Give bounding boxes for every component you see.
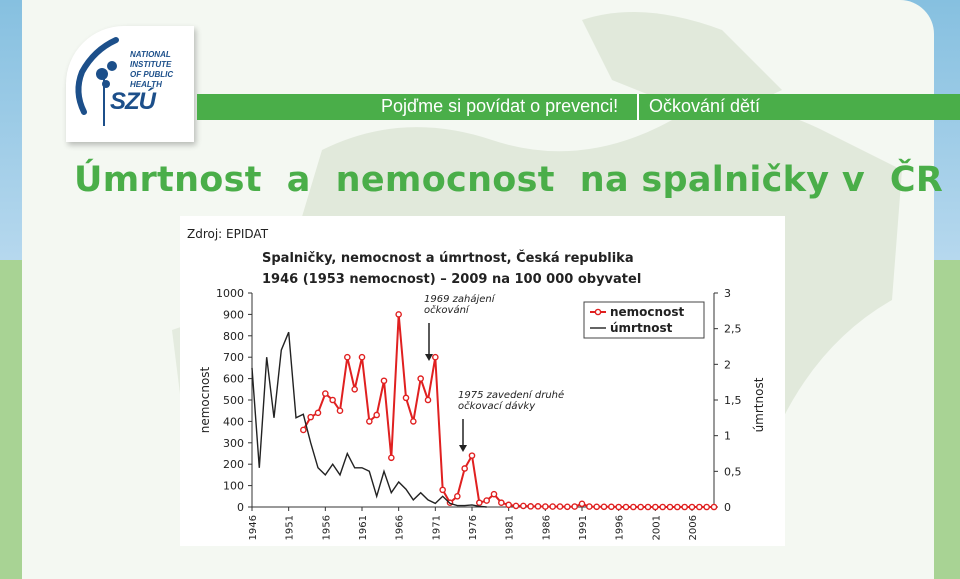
- data-point: [352, 387, 357, 392]
- data-point: [381, 378, 386, 383]
- data-point: [513, 503, 518, 508]
- y-tick-label: 400: [223, 415, 244, 429]
- topic-text: Očkování dětí: [649, 96, 761, 116]
- data-point: [469, 453, 474, 458]
- y2-tick-label: 1: [724, 429, 731, 443]
- y2-axis-label: úmrtnost: [752, 377, 766, 433]
- annotation-text: 1975 zavedení druhé: [458, 390, 565, 401]
- data-point: [631, 504, 636, 509]
- data-point: [565, 504, 570, 509]
- y-tick-label: 100: [223, 479, 244, 493]
- x-tick-label: 1986: [541, 515, 553, 541]
- legend-marker: [595, 309, 600, 314]
- x-tick-label: 1976: [468, 515, 479, 541]
- data-point: [462, 466, 467, 471]
- data-point: [572, 504, 577, 509]
- logo-line: INSTITUTE: [130, 60, 172, 69]
- data-point: [308, 415, 313, 420]
- annotation-text: očkovací dávky: [458, 401, 536, 412]
- y-tick-label: 900: [223, 308, 244, 322]
- annotation-text: 1969 zahájení: [424, 294, 495, 305]
- data-point: [601, 504, 606, 509]
- x-tick-label: 1956: [321, 515, 333, 541]
- x-tick-label: 2006: [688, 515, 699, 541]
- data-point: [484, 498, 489, 503]
- x-tick-label: 1951: [284, 515, 296, 541]
- y-tick-label: 200: [223, 458, 244, 472]
- data-point: [418, 376, 423, 381]
- data-point: [557, 504, 562, 509]
- legend-label: nemocnost: [610, 305, 685, 319]
- data-point: [455, 494, 460, 499]
- data-point: [477, 500, 482, 505]
- y2-tick-label: 3: [724, 287, 731, 300]
- y2-tick-label: 0,5: [724, 465, 742, 479]
- chart-title: Spalničky, nemocnost a úmrtnost, Česká republika: [262, 251, 634, 266]
- data-point: [403, 395, 408, 400]
- data-point: [433, 355, 438, 360]
- x-tick-label: 1996: [614, 515, 626, 541]
- data-point: [587, 504, 592, 509]
- data-point: [521, 503, 526, 508]
- data-point: [411, 419, 416, 424]
- x-tick-label: 1961: [358, 515, 369, 541]
- data-point: [396, 312, 401, 317]
- x-tick-label: 2001: [651, 515, 663, 541]
- slogan-text: Pojďme si povídat o prevenci!: [381, 96, 619, 116]
- chart-source: Zdroj: EPIDAT: [187, 227, 269, 241]
- y-tick-label: 600: [223, 372, 244, 386]
- y2-tick-label: 0: [724, 501, 731, 514]
- legend-label: úmrtnost: [610, 321, 673, 335]
- annotation-text: očkování: [424, 305, 469, 316]
- x-tick-label: 1981: [504, 515, 516, 541]
- logo-line: OF PUBLIC: [130, 70, 174, 79]
- data-point: [425, 397, 430, 402]
- data-point: [337, 408, 342, 413]
- data-point: [645, 504, 650, 509]
- x-tick-label: 1966: [394, 515, 406, 541]
- y-axis-label: nemocnost: [198, 366, 212, 434]
- logo-mark: SZÚ: [110, 88, 155, 115]
- data-point: [491, 492, 496, 497]
- data-point: [711, 504, 716, 509]
- data-point: [550, 504, 555, 509]
- data-point: [367, 419, 372, 424]
- data-point: [682, 504, 687, 509]
- y2-tick-label: 2,5: [724, 322, 742, 336]
- y2-tick-label: 2: [724, 358, 731, 372]
- y-tick-label: 0: [237, 501, 244, 514]
- y-tick-label: 800: [223, 329, 244, 343]
- data-point: [609, 504, 614, 509]
- data-point: [440, 487, 445, 492]
- data-point: [374, 412, 379, 417]
- data-point: [535, 504, 540, 509]
- data-point: [323, 391, 328, 396]
- data-point: [623, 504, 628, 509]
- data-point: [653, 504, 658, 509]
- data-point: [543, 504, 548, 509]
- logo-line: HEALTH: [130, 80, 162, 89]
- data-point: [697, 504, 702, 509]
- data-point: [389, 455, 394, 460]
- data-point: [667, 504, 672, 509]
- x-tick-label: 1991: [578, 515, 589, 541]
- x-tick-label: 1946: [248, 515, 259, 541]
- data-point: [528, 504, 533, 509]
- y-tick-label: 1000: [216, 287, 244, 300]
- data-point: [359, 355, 364, 360]
- slide-title: Úmrtnost a nemocnost na spalničky v ČR: [74, 160, 944, 200]
- y-tick-label: 300: [223, 436, 244, 450]
- data-point: [704, 504, 709, 509]
- data-point: [594, 504, 599, 509]
- logo-line: NATIONAL: [130, 50, 171, 59]
- data-point: [506, 502, 511, 507]
- data-point: [315, 410, 320, 415]
- data-point: [675, 504, 680, 509]
- data-point: [638, 504, 643, 509]
- data-point: [345, 355, 350, 360]
- y2-tick-label: 1,5: [724, 394, 742, 407]
- data-point: [689, 504, 694, 509]
- data-point: [616, 504, 621, 509]
- x-tick-label: 1971: [431, 515, 443, 541]
- data-point: [301, 427, 306, 432]
- y-tick-label: 700: [223, 351, 244, 365]
- data-point: [579, 501, 584, 506]
- data-point: [330, 397, 335, 402]
- data-point: [660, 504, 665, 509]
- y-tick-label: 500: [223, 394, 244, 407]
- data-point: [499, 500, 504, 505]
- chart-subtitle: 1946 (1953 nemocnost) – 2009 na 100 000 obyvatel: [262, 272, 642, 287]
- chart-legend: [584, 302, 704, 338]
